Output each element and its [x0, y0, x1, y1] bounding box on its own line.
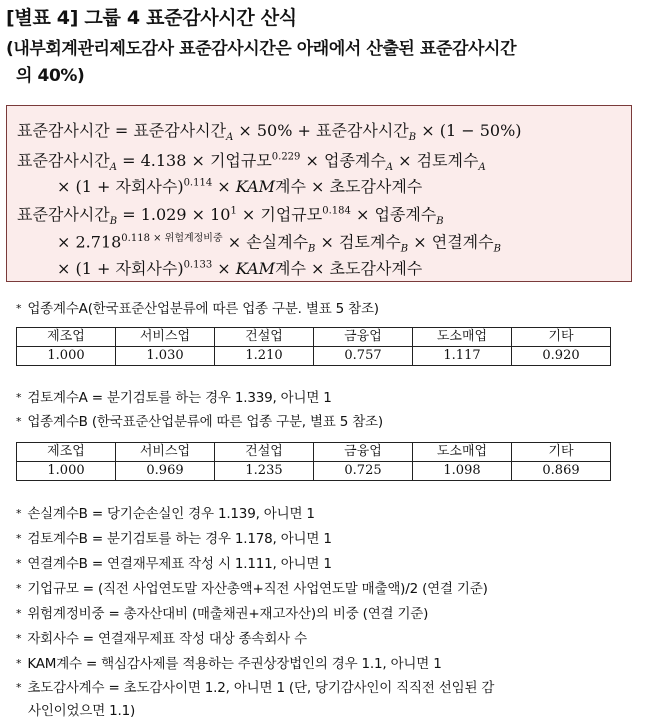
table-row — [17, 462, 611, 481]
note-industry-b: * 업종계수B (한국표준산업분류에 따른 업종 구분, 별표 5 참조) — [16, 414, 383, 430]
note-loss-b-text: 손실계수B = 당기순손실인 경우 1.139, 아니면 1 — [27, 506, 315, 522]
table-header-cell: 제조업 — [17, 328, 116, 347]
table-cell: 0.725 — [314, 462, 413, 481]
table-header-row — [17, 328, 611, 347]
table-cell: 1.210 — [215, 347, 314, 366]
table-cell: 0.969 — [116, 462, 215, 481]
table-row — [17, 347, 611, 366]
note-review-a: * 검토계수A = 분기검토를 하는 경우 1.339, 아니면 1 — [16, 390, 332, 406]
table-header-cell: 기타 — [512, 443, 611, 462]
table-header-row — [17, 443, 611, 462]
formula-line-4: 표준감사시간$_B = 1.029 \times 10^1$ × 기업규모$^{0.184}$ × 업종계수$_B$ — [17, 205, 444, 228]
note-subsidiaries-text: 자회사수 = 연결재무제표 작성 대상 종속회사 수 — [27, 631, 307, 647]
table-cell: 1.117 — [413, 347, 512, 366]
note-risk-ratio-text: 위험계정비중 = 총자산대비 (매출채권+재고자산)의 비중 (연결 기준) — [27, 606, 429, 622]
table-header-cell: 도소매업 — [413, 328, 512, 347]
note-review-b-text: 검토계수B = 분기검토를 하는 경우 1.178, 아니면 1 — [27, 531, 332, 547]
table-cell: 0.920 — [512, 347, 611, 366]
table-cell: 1.235 — [215, 462, 314, 481]
formula-box — [6, 105, 632, 282]
note-industry-a: * 업종계수A(한국표준산업분류에 따른 업종 구분. 별표 5 참조) — [16, 301, 379, 317]
note-consolidation-b-text: 연결계수B = 연결재무제표 작성 시 1.111, 아니면 1 — [27, 556, 332, 572]
table-header-cell: 도소매업 — [413, 443, 512, 462]
note-risk-ratio: * 위험계정비중 = 총자산대비 (매출채권+재고자산)의 비중 (연결 기준) — [16, 606, 429, 622]
industry-table-a — [16, 327, 611, 366]
note-initial-audit: * 초도감사계수 = 초도감사이면 1.2, 아니면 1 (단, 당기감사인이 직직전 선임된 감 사인이었으면 1.1) — [16, 677, 631, 722]
note-loss-b: * 손실계수B = 당기순손실인 경우 1.139, 아니면 1 — [16, 506, 315, 522]
subtitle-line-1: (내부회계관리제도감사 표준감사시간은 아래에서 산출된 표준감사시간 — [6, 39, 517, 59]
page-subtitle — [6, 36, 646, 90]
note-consolidation-b: * 연결계수B = 연결재무제표 작성 시 1.111, 아니면 1 — [16, 556, 332, 572]
formula-line-3: × (1 + 자회사수)$^{0.114}$ × KAM계수 × 초도감사계수 — [57, 177, 423, 196]
note-company-size: * 기업규모 = (직전 사업연도말 자산총액+직전 사업연도말 매출액)/2 (연결 기준) — [16, 581, 488, 597]
table-cell: 1.000 — [17, 347, 116, 366]
formula-line-1: 표준감사시간 = 표준감사시간$_A$ × 50% + 표준감사시간$_B$ × (1 − 50%) — [17, 121, 522, 144]
table-header-cell: 제조업 — [17, 443, 116, 462]
note-subsidiaries: * 자회사수 = 연결재무제표 작성 대상 종속회사 수 — [16, 631, 307, 647]
note-industry-b-text: 업종계수B (한국표준산업분류에 따른 업종 구분, 별표 5 참조) — [27, 414, 383, 430]
table-header-cell: 건설업 — [215, 328, 314, 347]
note-industry-a-text: 업종계수A(한국표준산업분류에 따른 업종 구분. 별표 5 참조) — [27, 301, 379, 317]
table-header-cell: 금융업 — [314, 443, 413, 462]
formula-line-6: × (1 + 자회사수)$^{0.133}$ × KAM계수 × 초도감사계수 — [57, 259, 423, 278]
note-review-b: * 검토계수B = 분기검토를 하는 경우 1.178, 아니면 1 — [16, 531, 332, 547]
table-header-cell: 금융업 — [314, 328, 413, 347]
note-kam-text: KAM계수 = 핵심감사제를 적용하는 주권상장법인의 경우 1.1, 아니면 1 — [27, 656, 442, 672]
table-header-cell: 기타 — [512, 328, 611, 347]
table-cell: 0.757 — [314, 347, 413, 366]
note-company-size-text: 기업규모 = (직전 사업연도말 자산총액+직전 사업연도말 매출액)/2 (연결 기준) — [27, 581, 488, 597]
table-cell: 0.869 — [512, 462, 611, 481]
formula-line-5: × $2.718^{0.118 \times 위험계정비중}$ × 손실계수$_B$ × 검토계수$_B$ × 연결계수$_B$ — [57, 232, 501, 255]
note-review-a-text: 검토계수A = 분기검토를 하는 경우 1.339, 아니면 1 — [27, 390, 332, 406]
table-cell: 1.098 — [413, 462, 512, 481]
industry-table-b — [16, 442, 611, 481]
note-initial-audit-text: 초도감사계수 = 초도감사이면 1.2, 아니면 1 (단, 당기감사인이 직직전 선임된 감 — [27, 680, 495, 696]
formula-line-2: 표준감사시간$_A$ = 4.138 × 기업규모$^{0.229}$ × 업종계수$_A$ × 검토계수$_A$ — [17, 151, 486, 174]
page-title: [별표 4] 그룹 4 표준감사시간 산식 — [6, 7, 297, 29]
note-initial-audit-continuation: 사인이었으면 1.1) — [28, 703, 136, 719]
table-header-cell: 서비스업 — [116, 328, 215, 347]
table-cell: 1.030 — [116, 347, 215, 366]
table-header-cell: 서비스업 — [116, 443, 215, 462]
note-kam: * KAM계수 = 핵심감사제를 적용하는 주권상장법인의 경우 1.1, 아니면 1 — [16, 656, 442, 672]
table-cell: 1.000 — [17, 462, 116, 481]
table-header-cell: 건설업 — [215, 443, 314, 462]
subtitle-line-2: 의 40%) — [16, 66, 85, 86]
